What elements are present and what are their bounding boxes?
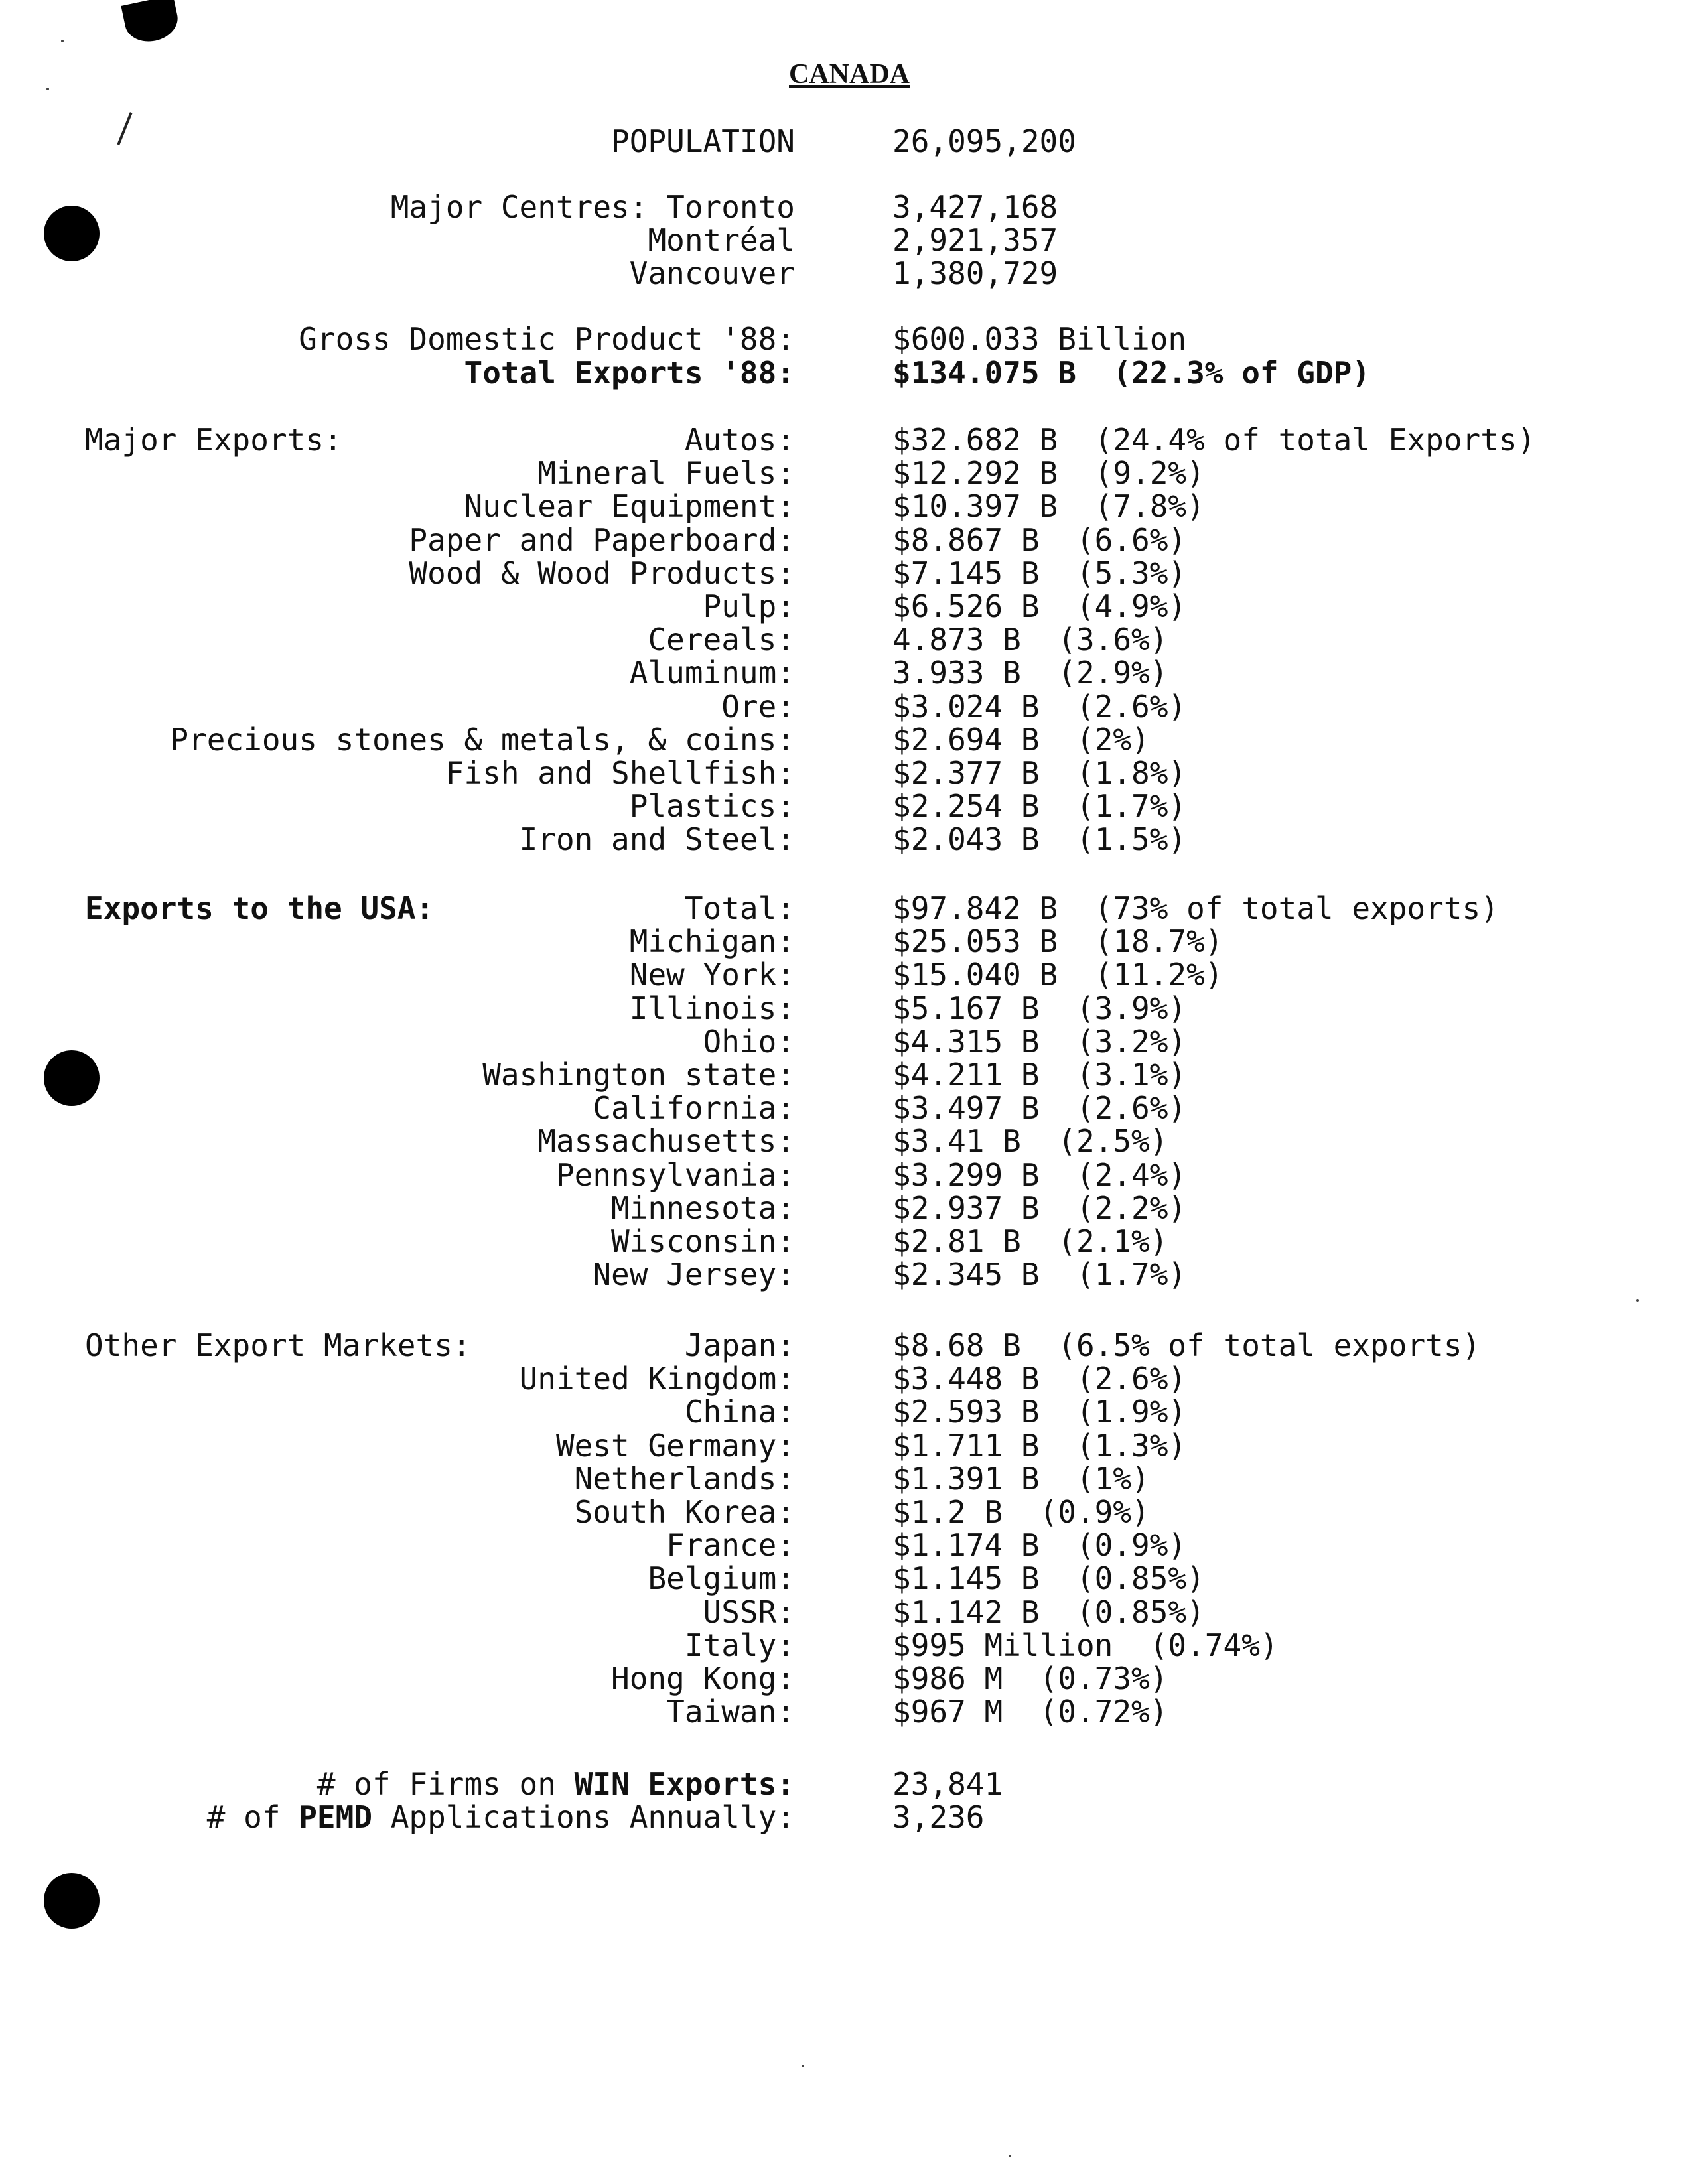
- major-exports-value: $32.682 B (24.4% of total Exports): [892, 422, 1536, 458]
- other-markets-row: [0, 1662, 1682, 1695]
- other-markets-label: Taiwan:: [666, 1694, 795, 1730]
- major-exports-row: [0, 423, 1682, 456]
- major-exports-row: [0, 823, 1682, 856]
- speck: [802, 2065, 804, 2067]
- major-exports-value: $2.043 B (1.5%): [892, 821, 1187, 858]
- other-markets-label: China:: [684, 1394, 795, 1430]
- major-exports-label: Precious stones & metals, & coins:: [170, 721, 795, 758]
- exports-usa-label: Pennsylvania:: [555, 1156, 795, 1193]
- pemd-label-suffix: Applications Annually:: [372, 1799, 795, 1835]
- major-exports-label: Mineral Fuels:: [537, 455, 795, 492]
- pemd-row: [0, 1801, 1682, 1834]
- other-markets-heading: Other Export Markets:: [85, 1328, 471, 1363]
- exports-usa-label: Ohio:: [703, 1023, 795, 1059]
- other-markets-label: Japan:: [684, 1328, 795, 1363]
- other-markets-value: $1.174 B (0.9%): [892, 1527, 1187, 1564]
- exports-usa-row: [0, 1158, 1682, 1192]
- exports-usa-value: $3.497 B (2.6%): [892, 1090, 1187, 1126]
- exports-usa-row: [0, 892, 1682, 925]
- other-markets-label: France:: [666, 1527, 795, 1564]
- major-exports-label: Aluminum:: [629, 655, 795, 691]
- major-exports-value: $12.292 B (9.2%): [892, 455, 1205, 492]
- other-markets-row: [0, 1429, 1682, 1462]
- population-label: POPULATION: [611, 123, 795, 159]
- exports-usa-value: $4.211 B (3.1%): [892, 1057, 1187, 1093]
- major-exports-row: [0, 523, 1682, 557]
- major-exports-value: $2.254 B (1.7%): [892, 788, 1187, 825]
- major-exports-label: Paper and Paperboard:: [409, 521, 795, 558]
- exports-usa-value: $97.842 B (73% of total exports): [892, 890, 1499, 926]
- gdp-label: Gross Domestic Product '88:: [299, 321, 795, 357]
- major-exports-label: Fish and Shellfish:: [445, 755, 795, 791]
- exports-usa-row: [0, 1125, 1682, 1158]
- major-exports-label: Autos:: [684, 422, 795, 458]
- exports-usa-label: New York:: [629, 957, 795, 993]
- other-markets-label: Netherlands:: [574, 1460, 795, 1497]
- major-exports-value: $10.397 B (7.8%): [892, 488, 1205, 525]
- other-markets-row: [0, 1596, 1682, 1629]
- centre-value: 3,427,168: [892, 189, 1058, 225]
- major-exports-value: $2.377 B (1.8%): [892, 755, 1187, 791]
- ink-blot: [121, 0, 181, 46]
- exports-usa-row: [0, 1058, 1682, 1091]
- exports-usa-value: $3.41 B (2.5%): [892, 1123, 1168, 1160]
- exports-usa-value: $2.81 B (2.1%): [892, 1223, 1168, 1259]
- exports-usa-value: $5.167 B (3.9%): [892, 990, 1187, 1026]
- centre-label: Montréal: [648, 222, 795, 258]
- other-markets-value: $1.711 B (1.3%): [892, 1427, 1187, 1464]
- centre-label: Vancouver: [629, 255, 795, 291]
- exports-usa-value: $2.937 B (2.2%): [892, 1190, 1187, 1226]
- exports-usa-row: [0, 992, 1682, 1025]
- major-exports-row: [0, 723, 1682, 756]
- firms-value: 23,841: [892, 1766, 1003, 1802]
- gdp-value: $600.033 Billion: [892, 321, 1187, 357]
- centre-label: Toronto: [666, 189, 795, 225]
- exports-usa-row: [0, 1192, 1682, 1225]
- exports-usa-value: $2.345 B (1.7%): [892, 1257, 1187, 1293]
- exports-usa-value: $3.299 B (2.4%): [892, 1156, 1187, 1193]
- major-exports-value: $3.024 B (2.6%): [892, 688, 1187, 724]
- exports-usa-label: Massachusetts:: [537, 1123, 795, 1160]
- exports-usa-label: California:: [593, 1090, 795, 1126]
- centre-row: [0, 257, 1682, 290]
- exports-usa-label: Minnesota:: [611, 1190, 795, 1226]
- other-markets-value: $3.448 B (2.6%): [892, 1361, 1187, 1397]
- pemd-label-prefix: # of: [206, 1799, 299, 1835]
- exports-usa-label: Total:: [684, 890, 795, 926]
- exports-usa-label: Washington state:: [482, 1057, 795, 1093]
- other-markets-value: $1.145 B (0.85%): [892, 1560, 1205, 1597]
- other-markets-row: [0, 1462, 1682, 1495]
- major-exports-label: Wood & Wood Products:: [409, 555, 795, 591]
- population-value: 26,095,200: [892, 123, 1076, 159]
- other-markets-row: [0, 1495, 1682, 1529]
- major-centres-heading: Major Centres:: [390, 189, 648, 225]
- other-markets-label: Belgium:: [648, 1560, 795, 1597]
- gdp-row: [0, 322, 1682, 356]
- other-markets-value: $1.2 B (0.9%): [892, 1494, 1150, 1530]
- other-markets-row: [0, 1695, 1682, 1728]
- centre-row: [0, 190, 1682, 224]
- exports-usa-label: Michigan:: [629, 923, 795, 960]
- other-markets-label: South Korea:: [574, 1494, 795, 1530]
- other-markets-value: $8.68 B (6.5% of total exports): [892, 1328, 1481, 1363]
- population-row: [0, 125, 1682, 158]
- major-exports-value: 4.873 B (3.6%): [892, 622, 1168, 658]
- major-exports-value: 3.933 B (2.9%): [892, 655, 1168, 691]
- other-markets-row: [0, 1562, 1682, 1595]
- major-exports-label: Pulp:: [703, 588, 795, 624]
- other-markets-row: [0, 1629, 1682, 1662]
- exports-usa-value: $4.315 B (3.2%): [892, 1023, 1187, 1059]
- exports-usa-label: Illinois:: [629, 990, 795, 1026]
- other-markets-value: $967 M (0.72%): [892, 1694, 1168, 1730]
- pemd-value: 3,236: [892, 1799, 985, 1835]
- major-exports-value: $7.145 B (5.3%): [892, 555, 1187, 591]
- major-exports-row: [0, 690, 1682, 723]
- other-markets-value: $995 Million (0.74%): [892, 1627, 1279, 1663]
- major-exports-row: [0, 623, 1682, 656]
- exports-usa-row: [0, 925, 1682, 958]
- other-markets-label: USSR:: [703, 1594, 795, 1630]
- exports-usa-value: $25.053 B (18.7%): [892, 923, 1224, 960]
- exports-usa-row: [0, 1091, 1682, 1125]
- total-exports-row: [0, 356, 1682, 389]
- other-markets-row: [0, 1329, 1682, 1362]
- major-exports-label: Plastics:: [629, 788, 795, 825]
- other-markets-label: Hong Kong:: [611, 1661, 795, 1696]
- exports-usa-label: Wisconsin:: [611, 1223, 795, 1259]
- centre-value: 1,380,729: [892, 255, 1058, 291]
- exports-usa-value: $15.040 B (11.2%): [892, 957, 1224, 993]
- exports-usa-row: [0, 958, 1682, 991]
- speck: [1636, 1299, 1639, 1302]
- exports-usa-row: [0, 1258, 1682, 1291]
- other-markets-label: West Germany:: [555, 1427, 795, 1464]
- major-exports-row: [0, 656, 1682, 689]
- major-exports-row: [0, 456, 1682, 490]
- speck: [1009, 2155, 1011, 2157]
- major-exports-value: $8.867 B (6.6%): [892, 521, 1187, 558]
- other-markets-value: $1.391 B (1%): [892, 1460, 1150, 1497]
- major-exports-row: [0, 756, 1682, 789]
- major-exports-label: Iron and Steel:: [519, 821, 795, 858]
- major-exports-row: [0, 590, 1682, 623]
- firms-row: [0, 1767, 1682, 1801]
- other-markets-row: [0, 1362, 1682, 1395]
- speck: [61, 40, 64, 42]
- firms-label-prefix: # of Firms on: [316, 1766, 575, 1802]
- exports-usa-heading: Exports to the USA:: [85, 890, 435, 926]
- major-exports-row: [0, 789, 1682, 823]
- total-exports-value: $134.075 B (22.3% of GDP): [892, 355, 1371, 391]
- major-exports-label: Nuclear Equipment:: [464, 488, 795, 525]
- other-markets-row: [0, 1395, 1682, 1428]
- major-exports-value: $6.526 B (4.9%): [892, 588, 1187, 624]
- major-exports-row: [0, 557, 1682, 590]
- centre-row: [0, 224, 1682, 257]
- pemd-label-bold: PEMD: [299, 1799, 373, 1835]
- other-markets-value: $1.142 B (0.85%): [892, 1594, 1205, 1630]
- other-markets-label: Italy:: [684, 1627, 795, 1663]
- centre-value: 2,921,357: [892, 222, 1058, 258]
- speck: [46, 88, 49, 90]
- other-markets-label: United Kingdom:: [519, 1361, 795, 1397]
- exports-usa-label: New Jersey:: [593, 1257, 795, 1293]
- other-markets-value: $2.593 B (1.9%): [892, 1394, 1187, 1430]
- exports-usa-row: [0, 1225, 1682, 1258]
- page-title: CANADA: [789, 59, 910, 90]
- total-exports-label: Total Exports '88:: [464, 355, 795, 391]
- major-exports-value: $2.694 B (2%): [892, 721, 1150, 758]
- exports-usa-row: [0, 1025, 1682, 1058]
- firms-label-bold: WIN Exports:: [574, 1766, 795, 1802]
- major-exports-label: Ore:: [721, 688, 795, 724]
- other-markets-row: [0, 1529, 1682, 1562]
- major-exports-heading: Major Exports:: [85, 422, 342, 458]
- major-exports-row: [0, 490, 1682, 523]
- other-markets-value: $986 M (0.73%): [892, 1661, 1168, 1696]
- major-exports-label: Cereals:: [648, 622, 795, 658]
